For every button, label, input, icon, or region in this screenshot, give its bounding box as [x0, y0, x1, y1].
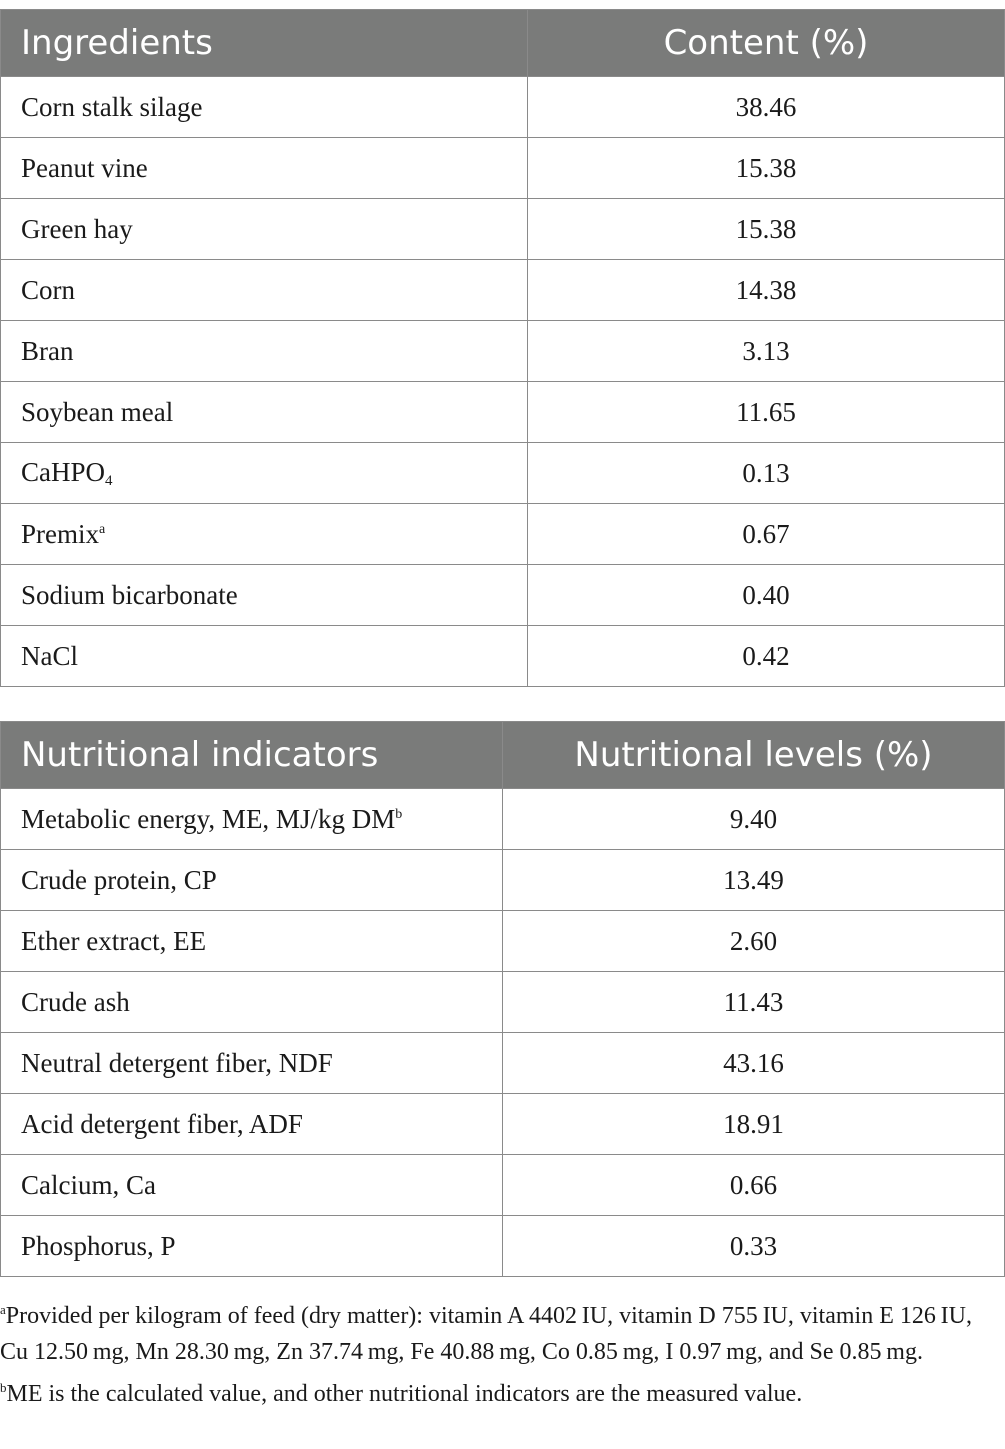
table-header-row — [1, 722, 1005, 789]
ingredient-content: 38.46 — [528, 77, 1005, 138]
column-header-content: Content (%) — [528, 10, 1005, 77]
footnote-text: Provided per kilogram of feed (dry matter): vitamin A 4402 IU, vitamin D 755 IU, vitamin E 126 IU, Cu 12.50 mg, Mn 28.30 mg, Zn 37.74 mg, Fe 40.88 mg, Co 0.85 mg, I 0.97 mg, and Se 0.85 mg. — [0, 1303, 973, 1365]
table-row — [1, 382, 1005, 443]
footnote-a — [0, 1292, 1005, 1370]
ingredient-name: Sodium bicarbonate — [1, 565, 528, 626]
ingredient-content: 15.38 — [528, 138, 1005, 199]
column-header-ingredients: Ingredients — [1, 10, 528, 77]
footnotes — [0, 1292, 1005, 1412]
column-header-nutritional-levels: Nutritional levels (%) — [503, 722, 1005, 789]
ingredient-content: 0.67 — [528, 504, 1005, 565]
indicator-level: 2.60 — [503, 911, 1005, 972]
footnote-b — [0, 1370, 1005, 1412]
ingredient-content: 14.38 — [528, 260, 1005, 321]
indicator-name: Phosphorus, P — [1, 1216, 503, 1277]
ingredient-name: Peanut vine — [1, 138, 528, 199]
table-row — [1, 77, 1005, 138]
table-row — [1, 199, 1005, 260]
indicator-level: 0.33 — [503, 1216, 1005, 1277]
ingredients-table — [0, 9, 1005, 687]
table-row — [1, 260, 1005, 321]
footnote-text: ME is the calculated value, and other nutritional indicators are the measured value. — [6, 1381, 803, 1407]
table-row — [1, 1033, 1005, 1094]
ingredient-name: Green hay — [1, 199, 528, 260]
ingredient-name: NaCl — [1, 626, 528, 687]
indicator-level: 0.66 — [503, 1155, 1005, 1216]
indicator-name-text: Metabolic energy, ME, MJ/kg DM — [21, 803, 396, 834]
table-row — [1, 789, 1005, 850]
ingredient-content: 0.40 — [528, 565, 1005, 626]
table-row — [1, 1216, 1005, 1277]
indicator-name: Calcium, Ca — [1, 1155, 503, 1216]
table-row — [1, 911, 1005, 972]
ingredient-content: 0.42 — [528, 626, 1005, 687]
indicator-level: 11.43 — [503, 972, 1005, 1033]
table-row — [1, 565, 1005, 626]
indicator-level: 43.16 — [503, 1033, 1005, 1094]
table-row — [1, 972, 1005, 1033]
indicator-level: 18.91 — [503, 1094, 1005, 1155]
ingredient-content: 3.13 — [528, 321, 1005, 382]
ingredient-name-text: CaHPO — [21, 456, 106, 487]
table-row — [1, 138, 1005, 199]
indicator-level: 9.40 — [503, 789, 1005, 850]
footnote-marker: b — [0, 1380, 7, 1395]
ingredient-name: Corn — [1, 260, 528, 321]
table-row — [1, 321, 1005, 382]
indicator-level: 13.49 — [503, 850, 1005, 911]
footnote-marker: b — [395, 806, 403, 822]
ingredient-name: Soybean meal — [1, 382, 528, 443]
nutrition-table — [0, 721, 1005, 1277]
ingredient-name: Corn stalk silage — [1, 77, 528, 138]
indicator-name: Acid detergent fiber, ADF — [1, 1094, 503, 1155]
table-header-row — [1, 10, 1005, 77]
indicator-name: Crude ash — [1, 972, 503, 1033]
table-row — [1, 504, 1005, 565]
table-row — [1, 443, 1005, 504]
ingredient-content: 0.13 — [528, 443, 1005, 504]
ingredient-content: 11.65 — [528, 382, 1005, 443]
table-row — [1, 626, 1005, 687]
column-header-nutritional-indicators: Nutritional indicators — [1, 722, 503, 789]
indicator-name — [1, 789, 503, 850]
table-row — [1, 1094, 1005, 1155]
table-row — [1, 1155, 1005, 1216]
ingredient-name: Bran — [1, 321, 528, 382]
ingredient-content: 15.38 — [528, 199, 1005, 260]
subscript: 4 — [105, 472, 113, 489]
footnote-marker: a — [99, 521, 106, 537]
indicator-name: Crude protein, CP — [1, 850, 503, 911]
table-row — [1, 850, 1005, 911]
ingredient-name-text: Premix — [21, 518, 99, 549]
ingredient-name — [1, 504, 528, 565]
indicator-name: Neutral detergent fiber, NDF — [1, 1033, 503, 1094]
indicator-name: Ether extract, EE — [1, 911, 503, 972]
footnote-marker: a — [0, 1302, 6, 1317]
ingredient-name — [1, 443, 528, 504]
